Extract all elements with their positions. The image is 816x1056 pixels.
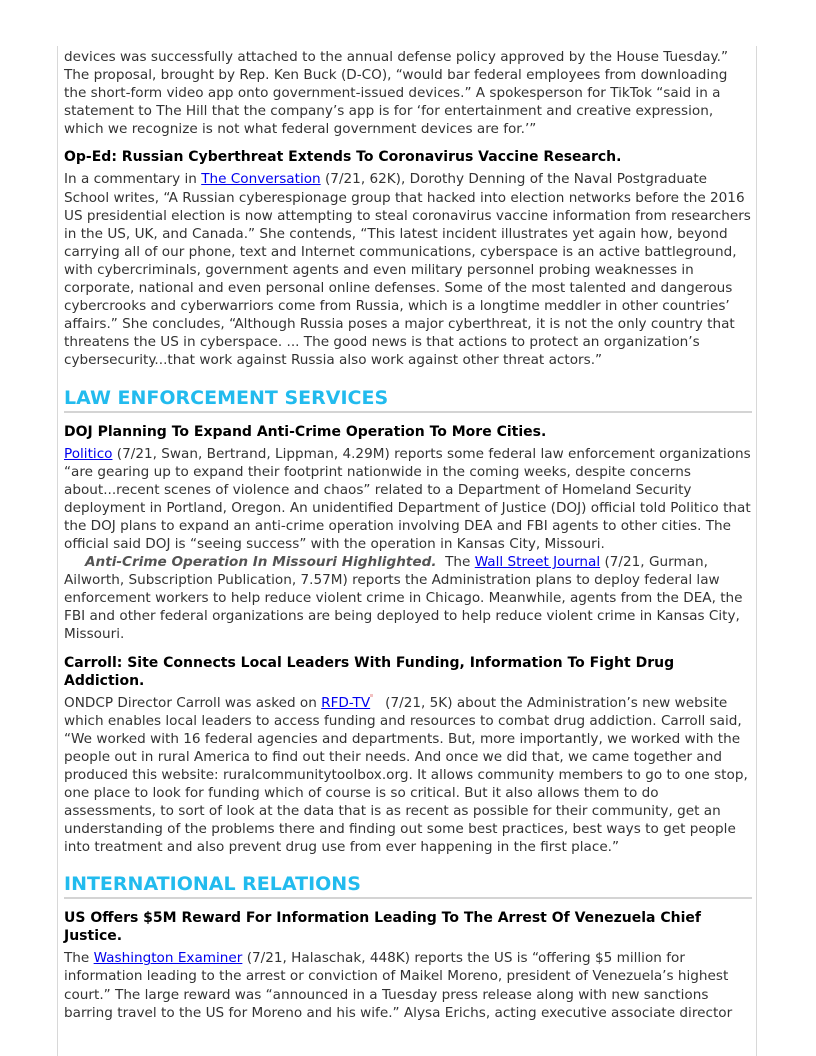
body-text: (7/21, Gurman, Ailworth, Subscription Publication, 7.57M) reports the Administration plans to deploy federal law enforcement workers to help reduce violent crime in Chicago. Meanwhile, agents from the DEA, the FBI and other federal organizations are being deployed to help reduce violent crime in Kansas City, Missouri. — [64, 554, 743, 643]
article-headline: Op-Ed: Russian Cyberthreat Extends To Coronavirus Vaccine Research. — [64, 149, 622, 166]
article-subsection — [64, 553, 752, 643]
article-body — [64, 694, 752, 857]
article-body — [64, 949, 752, 1021]
body-text: The — [64, 950, 94, 967]
body-text: (7/21, Halaschak, 448K) reports the US is “offering $5 million for information leading to the arrest or conviction of Maikel Moreno, president of Venezuela’s highest court.” The large reward was “announced in a Tuesday press release along with new sanctions barring travel to the US for Moreno and his wife.” Alysa Erichs, acting executive associate director — [64, 950, 733, 1021]
body-text: In a commentary in — [64, 171, 202, 188]
source-link-washington-examiner[interactable]: Washington Examiner — [93, 950, 243, 967]
intro-paragraph: devices was successfully attached to the annual defense policy approved by the House Tuesday.” The proposal, brought by Rep. Ken Buck (D-CO), “would bar federal employees from downloading the short-form video app onto government-issued devices.” A spokesperson for TikTok “said in a statement to The Hill that the company’s app is for ‘for entertainment and creative expression, which we recognize is not what federal government devices are for.’” — [64, 49, 729, 138]
newsletter-content — [64, 48, 752, 1022]
body-text: ONDCP Director Carroll was asked on — [64, 694, 322, 711]
section-heading: INTERNATIONAL RELATIONS — [64, 872, 752, 899]
source-link-wall-street-journal[interactable]: Wall Street Journal — [474, 554, 601, 571]
article-body — [64, 445, 752, 554]
article-headline: US Offers $5M Reward For Information Leading To The Arrest Of Venezuela Chief Justice. — [64, 910, 701, 945]
body-text: The — [436, 554, 475, 571]
sub-headline: Anti-Crime Operation In Missouri Highlighted. — [85, 554, 437, 571]
document-page — [57, 46, 757, 1056]
body-text: (7/21, 5K) about the Administration’s new website which enables local leaders to access funding and resources to combat drug addiction. Carroll said, “We worked with 16 federal agencies and departments. But, more importantly, we worked with the people out in rural America to find out their needs. And once we did that, we came together and produced this website: ruralcommunitytoolbox.org. It allows community members to go to one stop, one place to look for funding which of course is so critical. But it also allows them to do assessments, to sort of look at the data that is as recent as possible for their community, get an understanding of the problems there and finding out some best practices, best ways to get people into treatment and also prevent drug use from ever happening in the first place.” — [64, 694, 748, 856]
body-text: (7/21, 62K), Dorothy Denning of the Naval Postgraduate School writes, “A Russian cyberespionage group that hacked into election networks before the 2016 US presidential election is now attempting to steal coronavirus vaccine information from researchers in the US, UK, and Canada.” She contends, “This latest incident illustrates yet again how, beyond carrying all of our phone, text and Internet communications, cyberspace is an active battleground, with cybercriminals, government agents and even military personnel probing weaknesses in corporate, national and even personal online defenses. Some of the most talented and dangerous cybercrooks and cyberwarriors come from Russia, which is a longtime meddler in other countries’ affairs.” She concludes, “Although Russia poses a major cyberthreat, it is not the only country that threatens the US in cyberspace. ... The good news is that actions to protect an organization’s cybersecurity...that work against Russia also work against other threat actors.” — [64, 171, 751, 369]
source-link-the-conversation[interactable]: The Conversation — [201, 171, 321, 188]
source-link-rfd-tv[interactable]: RFD-TV — [321, 694, 371, 711]
link-marker-icon — [370, 694, 373, 697]
article-body — [64, 170, 752, 369]
body-text: (7/21, Swan, Bertrand, Lippman, 4.29M) reports some federal law enforcement organizations “are gearing up to expand their footprint nationwide in the coming weeks, despite concerns about...recent scenes of violence and chaos” related to a Department of Homeland Security deployment in Portland, Oregon. An unidentified Department of Justice (DOJ) official told Politico that the DOJ plans to expand an anti-crime operation involving DEA and FBI agents to other cities. The official said DOJ is “seeing success” with the operation in Kansas City, Missouri. — [64, 445, 751, 552]
source-link-politico[interactable]: Politico — [64, 445, 113, 462]
section-heading: LAW ENFORCEMENT SERVICES — [64, 386, 752, 413]
article-headline: Carroll: Site Connects Local Leaders With Funding, Information To Fight Drug Addiction. — [64, 654, 675, 689]
article-headline: DOJ Planning To Expand Anti-Crime Operation To More Cities. — [64, 423, 547, 440]
